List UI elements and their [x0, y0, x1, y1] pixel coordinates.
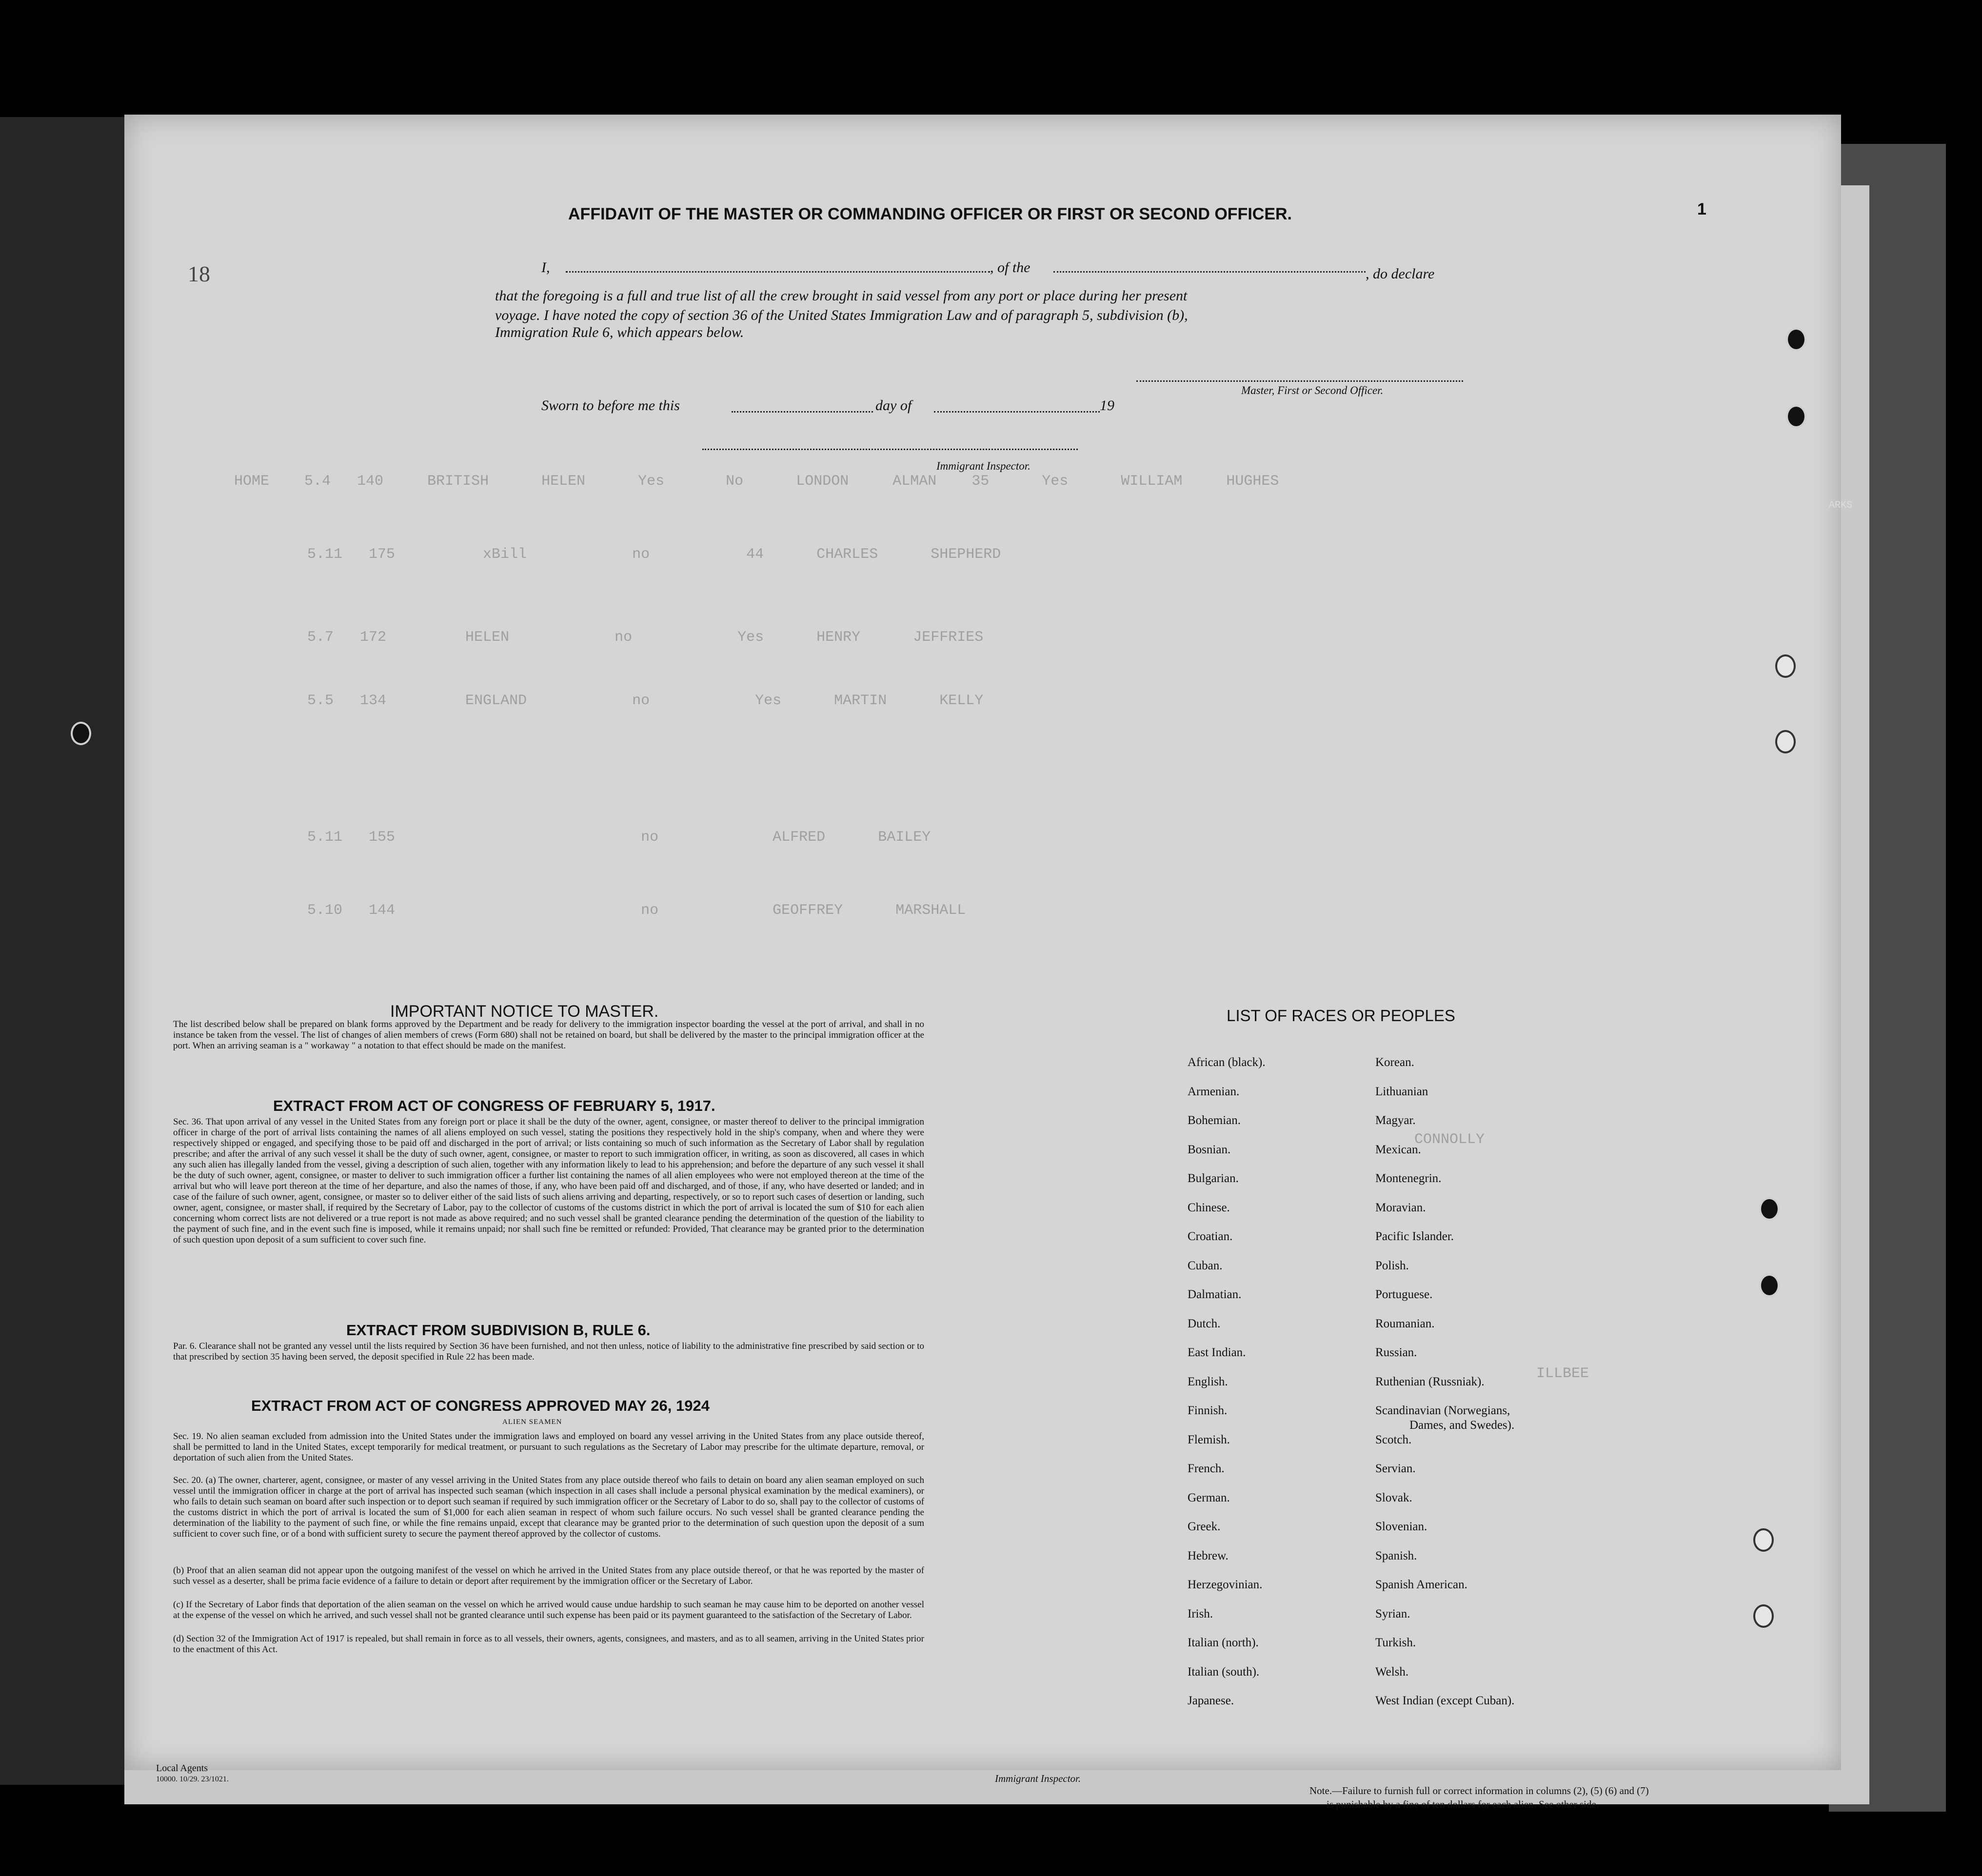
affidavit-i-label: I, — [541, 259, 550, 276]
binder-hole-icon — [1753, 1604, 1774, 1628]
race-item: Bosnian. — [1188, 1143, 1231, 1156]
race-item: Cuban. — [1188, 1259, 1223, 1272]
notice-title: IMPORTANT NOTICE TO MASTER. — [390, 1002, 659, 1021]
race-item: Dalmatian. — [1188, 1288, 1242, 1301]
race-item: Welsh. — [1375, 1665, 1409, 1679]
extract-1924-sec20c: (c) If the Secretary of Labor finds that deportation of the alien seaman on the vessel on which he arrived would cause undue hardship to such seaman he may cause him to be deported on another vessel at the expense of the vessel on which he arrived, and such vessel shall not be granted clearance until such expense has been paid or its payment guaranteed to the satisfaction of the Secretary of Labor. — [173, 1600, 924, 1620]
day-of-label: day of — [875, 397, 912, 414]
binder-hole-icon — [1786, 328, 1806, 351]
race-item: Servian. — [1375, 1462, 1416, 1475]
race-item: Roumanian. — [1375, 1317, 1435, 1330]
race-item: Japanese. — [1188, 1694, 1234, 1707]
race-item: Herzegovinian. — [1188, 1578, 1263, 1591]
binder-hole-icon — [1759, 1197, 1780, 1221]
race-item: Armenian. — [1188, 1085, 1240, 1098]
name-blank — [566, 271, 990, 273]
bleed-through-text: CONNOLLY — [1414, 1131, 1485, 1148]
race-item: Turkish. — [1375, 1636, 1416, 1649]
corner-mark: 1 — [1697, 200, 1706, 218]
race-item: Russian. — [1375, 1346, 1417, 1359]
month-blank — [934, 411, 1100, 413]
affidavit-line1: that the foregoing is a full and true list of all the crew brought in said vessel from any port or place during her present — [495, 288, 1188, 304]
race-item: Dutch. — [1188, 1317, 1221, 1330]
race-item: Greek. — [1188, 1520, 1221, 1533]
binder-hole-icon — [1753, 1528, 1774, 1552]
race-item: Mexican. — [1375, 1143, 1421, 1156]
binder-hole-icon — [71, 722, 91, 745]
race-item: Croatian. — [1188, 1230, 1233, 1243]
binder-hole-icon — [1786, 405, 1806, 428]
race-item: Magyar. — [1375, 1114, 1416, 1127]
year-label: 19 — [1100, 397, 1114, 414]
race-item: Montenegrin. — [1375, 1172, 1442, 1185]
notice-body: The list described below shall be prepared on blank forms approved by the Department and be ready for delivery to the immigration inspector boarding the vessel at the port of arrival, and shall in no instance be taken from the vessel. The list of changes of alien members of crews (Form 680) shall not be retained on board, but shall be delivered by the master to the principal immigration officer at the port. When an arriving seaman is a " workaway " a notation to that effect should be made on the manifest. — [173, 1019, 924, 1051]
local-agents-label: Local Agents — [156, 1763, 208, 1774]
left-binding — [0, 117, 127, 1785]
race-item: Moravian. — [1375, 1201, 1426, 1214]
race-item: Spanish. — [1375, 1549, 1417, 1562]
extract-1924-sec20d: (d) Section 32 of the Immigration Act of 1917 is repealed, but shall remain in force as to all vessels, their owners, agents, consignees, and masters, and as to all seamen, arriving in the United States prior to the enactment of this Act. — [173, 1634, 924, 1655]
margin-number: 18 — [188, 261, 210, 286]
bleed-through-text: 5.11 175 xBill no 44 CHARLES SHEPHERD — [307, 546, 1001, 563]
race-item: West Indian (except Cuban). — [1375, 1694, 1515, 1707]
footer-note-line1: Note.—Failure to furnish full or correct information in columns (2), (5) (6) and (7) — [1309, 1785, 1649, 1797]
race-item: German. — [1188, 1491, 1230, 1504]
race-item: Ruthenian (Russniak). — [1375, 1375, 1485, 1388]
race-item: Chinese. — [1188, 1201, 1230, 1214]
extract-1924-sec20a: Sec. 20. (a) The owner, charterer, agent, consignee, or master of any vessel arriving in the United States from any place outside thereof who fails to detain on board any alien seaman employed on such vessel until the immigration officer in charge at the port of arrival has inspected such seaman (which inspection in all cases shall include a personal physical examination by the medical examiners), or who fails to detain such seaman on board after such inspection or to deport such seaman if required by such immigration officer or the Secretary of Labor to do so, shall pay to the collector of customs of the customs district in which the port of arrival is located the sum of $1,000 for each alien seaman in respect of whom such failure occurs. No such vessel shall be granted clearance pending the determination of the liability to the payment of such fine, or while the fine remains unpaid, except that clearance may be granted prior to the determination of such question upon the deposit of a sum sufficient to cover such fine, or of a bond with sufficient surety to secure the payment thereof approved by the collector of customs. — [173, 1475, 924, 1539]
extract-1924-sec20b: (b) Proof that an alien seaman did not appear upon the outgoing manifest of the vessel on which he arrived in the United States from any place outside thereof, or that he was reported by the master of such vessel as a deserter, shall be prima facie evidence of a failure to detain or deport after requirement by the immigration officer or the Secretary of Labor. — [173, 1565, 924, 1586]
bleed-through-text: 5.7 172 HELEN no Yes HENRY JEFFRIES — [307, 629, 984, 646]
race-item: Irish. — [1188, 1607, 1213, 1620]
bleed-through-text: 5.11 155 no ALFRED BAILEY — [307, 829, 931, 846]
race-item: Slovenian. — [1375, 1520, 1427, 1533]
binder-hole-icon — [1759, 1274, 1780, 1297]
extract-1917-title: EXTRACT FROM ACT OF CONGRESS OF FEBRUARY 5, 1917. — [273, 1097, 715, 1114]
race-item: Finnish. — [1188, 1404, 1228, 1417]
race-item: English. — [1188, 1375, 1228, 1388]
affidavit-title: AFFIDAVIT OF THE MASTER OR COMMANDING OFFICER OR FIRST OR SECOND OFFICER. — [568, 205, 1292, 223]
races-title: LIST OF RACES OR PEOPLES — [1227, 1007, 1455, 1025]
race-item: Bohemian. — [1188, 1114, 1241, 1127]
bleed-through-text: 5.5 134 ENGLAND no Yes MARTIN KELLY — [307, 692, 984, 709]
affidavit-do-declare: , do declare — [1366, 266, 1435, 282]
bleed-through-text: HOME 5.4 140 BRITISH HELEN Yes No LONDON ALMAN 35 Yes WILLIAM HUGHES — [234, 473, 1279, 490]
footer-inspector-label: Immigrant Inspector. — [995, 1773, 1081, 1784]
race-item: Scandinavian (Norwegians, — [1375, 1404, 1510, 1417]
bleed-through-text: 5.10 144 no GEOFFREY MARSHALL — [307, 902, 966, 919]
race-item: Dames, and Swedes). — [1409, 1419, 1515, 1432]
form-number: 10000. 10/29. 23/1021. — [156, 1775, 229, 1783]
race-item: Syrian. — [1375, 1607, 1410, 1620]
race-item: Bulgarian. — [1188, 1172, 1239, 1185]
race-item: Pacific Islander. — [1375, 1230, 1454, 1243]
extract-1924-title: EXTRACT FROM ACT OF CONGRESS APPROVED MAY 26, 1924 — [251, 1397, 710, 1414]
footer-note-line2: is punishable by a fine of ten dollars for each alien. See other side. — [1327, 1798, 1599, 1810]
race-item: Korean. — [1375, 1056, 1414, 1069]
race-item: Polish. — [1375, 1259, 1409, 1272]
race-item: Spanish American. — [1375, 1578, 1467, 1591]
inspector-signature-label: Immigrant Inspector. — [936, 460, 1031, 472]
binder-hole-icon — [1775, 654, 1796, 678]
race-item: Italian (north). — [1188, 1636, 1259, 1649]
subdivision-body: Par. 6. Clearance shall not be granted any vessel until the lists required by Section 36 have been furnished, and not then unless, notice of liability to the administrative fine prescribed by said section or to that prescribed by section 35 having been served, the deposit specified in Rule 22 has been made. — [173, 1341, 924, 1362]
affidavit-of-the: , of the — [990, 259, 1031, 276]
extract-1924-sec19: Sec. 19. No alien seaman excluded from admission into the United States under the immigration laws and employed on board any vessel arriving in the United States from any place outside thereof, shall be permitted to land in the United States, except temporarily for medical treatment, or pursuant to such regulations as the Secretary of Labor may prescribe for the ultimate departure, removal, or deportation of such alien from the United States. — [173, 1431, 924, 1463]
vessel-blank — [1053, 271, 1366, 273]
sworn-label: Sworn to before me this — [541, 397, 680, 414]
race-item: Hebrew. — [1188, 1549, 1229, 1562]
bleed-through-text: ILLBEE — [1536, 1365, 1589, 1382]
officer-signature-label: Master, First or Second Officer. — [1241, 384, 1384, 396]
race-item: East Indian. — [1188, 1346, 1246, 1359]
subdivision-title: EXTRACT FROM SUBDIVISION B, RULE 6. — [346, 1322, 651, 1339]
race-item: African (black). — [1188, 1056, 1266, 1069]
inspector-signature-line — [702, 449, 1078, 450]
affidavit-line3: Immigration Rule 6, which appears below. — [495, 324, 744, 340]
day-blank — [732, 411, 873, 413]
race-item: Slovak. — [1375, 1491, 1412, 1504]
race-item: Lithuanian — [1375, 1085, 1428, 1098]
extract-1917-body: Sec. 36. That upon arrival of any vessel in the United States from any foreign port or place it shall be the duty of the owner, agent, consignee, or master thereof to deliver to the principal immigration officer in charge of the port of arrival lists containing the names of all aliens employed on such vessel, stating the positions they respectively hold in the ship's company, when and where they were respectively shipped or engaged, and specifying those to be paid off and discharged in the port of arrival; or lists containing so much of such information as the Secretary of Labor shall by regulation prescribe; and after the arrival of any such vessel it shall be the duty of such owner, agent, consignee, or master to report to such immigration officer, in writing, as soon as discovered, all cases in which any such alien has illegally landed from the vessel, giving a description of such alien, together with any information likely to lead to his apprehension; and before the departure of any such vessel it shall be the duty of such owner, agent, consignee, or master to deliver to such immigration officer a further list containing the names of all alien employees who were not employed thereon at the time of the arrival but who will leave port thereon at the time of her departure, and also the names of those, if any, who have been paid off and discharged, and of those, if any, who have deserted or landed; and in case of the failure of such owner, agent, consignee, or master so to deliver either of the said lists of such aliens arriving and departing, respectively, or so to report such cases of desertion or landing, such owner, agent, consignee, or master shall, if required by the Secretary of Labor, pay to the collector of customs of the customs district in which the port of arrival is located the sum of $10 for each alien concerning whom correct lists are not delivered or a true report is not made as above required; and no such vessel shall be granted clearance pending the determination of the question of the liability to the payment of such fine, and in the event such fine is imposed, while it remains unpaid; nor shall such fine be remitted or refunded: Provided, That clearance may be granted prior to the determination of such question upon deposit of a sum sufficient to cover such fine. — [173, 1117, 924, 1245]
race-item: Italian (south). — [1188, 1665, 1260, 1679]
race-item: Portuguese. — [1375, 1288, 1433, 1301]
affidavit-line2: voyage. I have noted the copy of section 36 of the United States Immigration Law and of paragraph 5, subdivision (b), — [495, 307, 1188, 323]
race-item: Scotch. — [1375, 1433, 1412, 1446]
race-item: French. — [1188, 1462, 1225, 1475]
officer-signature-line — [1136, 380, 1463, 382]
race-item: Flemish. — [1188, 1433, 1230, 1446]
extract-1924-subtitle: ALIEN SEAMEN — [502, 1418, 562, 1426]
bleed-through-text: ARKS — [1829, 500, 1853, 511]
binder-hole-icon — [1775, 730, 1796, 753]
